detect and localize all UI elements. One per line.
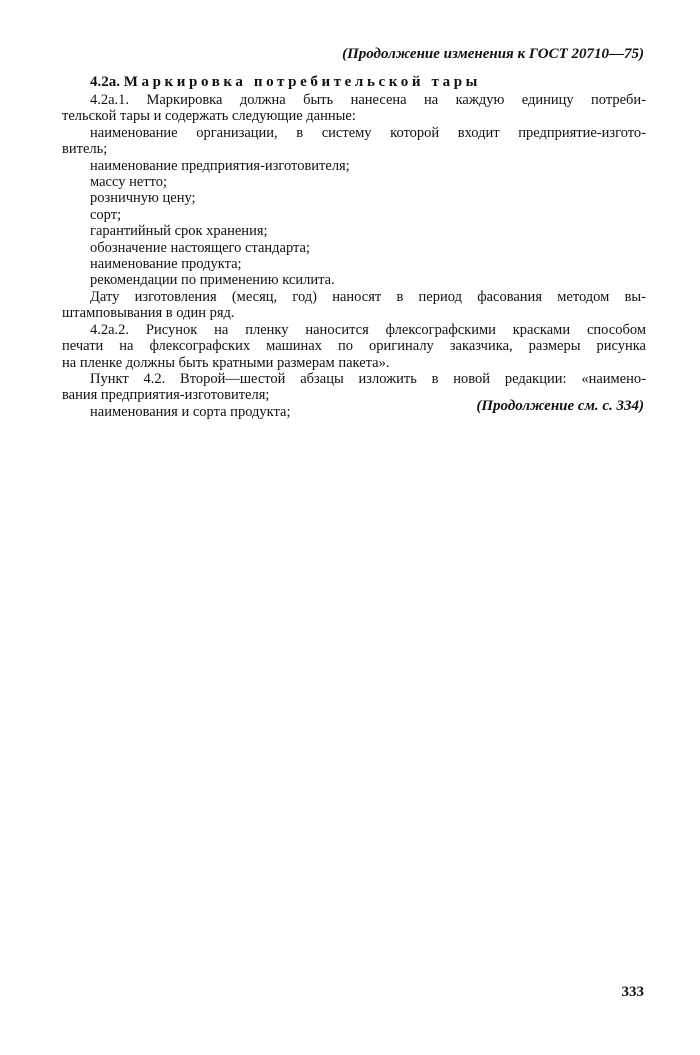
section-number: 4.2а. — [90, 74, 120, 90]
text-line: Пункт 4.2. Второй—шестой абзацы изложить в новой редакции: «наимено- — [90, 370, 646, 387]
text-line: тельской тары и содержать следующие данные: — [62, 108, 356, 125]
page-number: 333 — [621, 984, 644, 1000]
text-line: обозначение настоящего стандарта; — [90, 239, 311, 256]
text-line: розничную цену; — [90, 190, 196, 207]
text-line: 4.2а.1. Маркировка должна быть нанесена на каждую единицу потреби- — [90, 92, 646, 108]
text-line: вания предприятия-изготовителя; — [62, 387, 270, 404]
text-line: наименование продукта; — [90, 256, 242, 273]
text-line: Дату изготовления (месяц, год) наносят в период фасования методом вы- — [90, 288, 646, 305]
text-line: наименования и сорта продукта; — [90, 403, 291, 420]
text-line: наименование организации, в систему которой входит предприятие-изгото- — [90, 124, 646, 141]
running-head: (Продолжение изменения к ГОСТ 20710—75) — [342, 46, 644, 62]
continuation-note: (Продолжение см. с. 334) — [476, 398, 644, 414]
text-line: штамповывания в один ряд. — [62, 305, 235, 322]
section-heading — [90, 74, 646, 90]
text-line: наименование предприятия-изготовителя; — [90, 157, 350, 174]
text-line: 4.2а.2. Рисунок на пленку наносится флексографскими красками способом — [90, 321, 646, 338]
section-title: Маркировка потребительской тары — [123, 74, 481, 90]
text-line: сорт; — [90, 206, 122, 223]
text-line: гарантийный срок хранения; — [90, 223, 268, 240]
text-line: на пленке должны быть кратными размерам пакета». — [62, 354, 390, 371]
text-line: печати на флексографских машинах по оригиналу заказчика, размеры рисунка — [62, 338, 646, 355]
text-line: рекомендации по применению ксилита. — [90, 272, 335, 289]
body-text — [62, 92, 646, 420]
text-line: витель; — [62, 141, 108, 158]
text-line: массу нетто; — [90, 174, 168, 191]
